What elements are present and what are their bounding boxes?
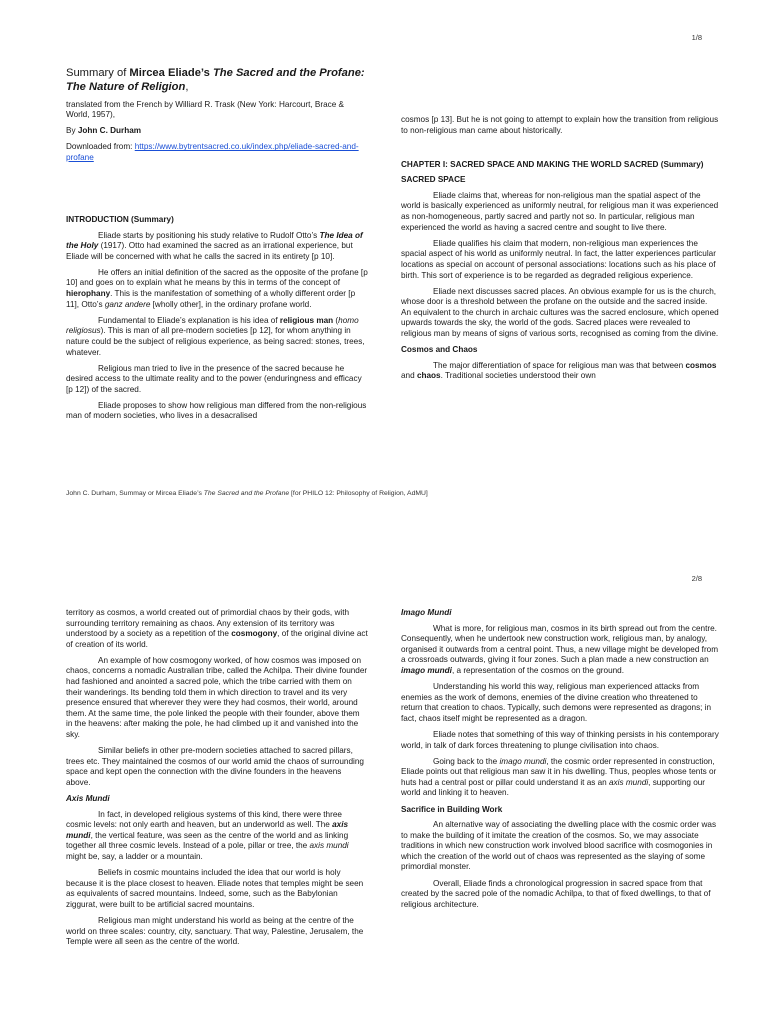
left-column [66, 66, 368, 428]
section-heading-sacrifice: Sacrifice in Building Work [401, 804, 503, 814]
right-column [401, 115, 719, 387]
section-heading-sacred-space: SACRED SPACE [401, 175, 466, 185]
paragraph: Eliade proposes to show how religious man differed from the non-religious man of modern societies, who lives in a desacralised [66, 400, 367, 421]
paragraph: Going back to the imago mundi, the cosmic order represented in construction, Eliade points out that religious man saw it in his dwelling. Thus, peoples whose tents or huts had a central post or pillar could understand it as an axis mundi, supporting our world and linking it to heaven. [401, 756, 717, 798]
title-work: The Sacred and the Profane: The Nature of Religion [66, 67, 365, 93]
page-number: 2/8 [691, 574, 702, 583]
title-suffix: , [185, 81, 189, 93]
section-heading-axis-mundi: Axis Mundi [66, 794, 110, 803]
page-footer: John C. Durham, Summay or Mircea Eliade’s The Sacred and the Profane [for PHILO 12: Philosophy of Religion, AdMU] [66, 490, 428, 497]
chapter-heading: CHAPTER I: SACRED SPACE AND MAKING THE WORLD SACRED (Summary) [401, 159, 704, 169]
document-title [66, 66, 368, 94]
paragraph: Eliade starts by positioning his study relative to Rudolf Otto’s The Idea of the Holy (1917). Otto had examined the sacred as an irrational experience, but Eliade will be concerned with what he calls the sacred in its entirety [p 10]. [66, 230, 363, 261]
section-heading-cosmos-chaos: Cosmos and Chaos [401, 345, 478, 355]
paragraph: An alternative way of associating the dwelling place with the cosmic order was to make the building of it imitate the creation of the cosmos. So, we may associate traditions in which new construction work involved blood sacrifice with cosmogonies in which the creation of the world out of chaos was represented as the slaying of some primordial monster. [401, 820, 717, 872]
document-page-2 [0, 560, 768, 1024]
byline [66, 126, 368, 137]
download-source [66, 142, 368, 163]
paragraph: In fact, in developed religious systems of this kind, there were three cosmic levels: not only earth and heaven, but an underworld as well. The axis mundi, the vertical feature, was seen as the centre of the world and as linking together all three cosmic levels. Instead of a pole, pillar or tree, the axis mundi might be, say, a ladder or a mountain. [66, 809, 349, 861]
paragraph: Eliade claims that, whereas for non-religious man the spatial aspect of the world is basically experienced as uniformly neutral, for religious man it was experienced as non-homogeneous, partly sacred and partly not so. In particular, religious man experienced the world as having a sacred centre and sought to live there. [401, 190, 719, 232]
page-number: 1/8 [691, 33, 702, 42]
paragraph: Understanding his world this way, religious man experienced attacks from enemies as the work of demons, enemies of the divine creation who threatened to return that creation to chaos. Typically, such demons were represented as dragons; in fact, chaos itself might be represented as a dragon. [401, 682, 712, 723]
paragraph: Overall, Eliade finds a chronological progression in sacred space from that created by the sacred pole of the nomadic Achilpa, to that of fixed dwellings, to that of religious architecture. [401, 878, 711, 909]
paragraph: territory as cosmos, a world created out of primordial chaos by their gods, with surrounding territory remaining as chaos. Any extension of its territory was understood by a society as a repetition of the cosmogony, of the original divine act of creation of its world. [66, 608, 368, 649]
paragraph: cosmos [p 13]. But he is not going to attempt to explain how the transition from religious to non-religious man came about historically. [401, 115, 719, 135]
source-link[interactable]: https://www.bytrentsacred.co.uk/index.php/eliade-sacred-and-profane [66, 142, 359, 162]
author-name: John C. Durham [77, 126, 142, 136]
paragraph: Religious man tried to live in the presence of the sacred because he desired access to the ultimate reality and to the power (enduringness and efficacy [p 12]) of the sacred. [66, 363, 362, 394]
paragraph: Religious man might understand his world as being at the centre of the world on three scales: country, city, sanctuary. That way, Palestine, Jerusalem, the Temple were all seen as the centre of the world. [66, 915, 364, 947]
paragraph: He offers an initial definition of the sacred as the opposite of the profane [p 10] and goes on to explain what he means by this in terms of the concept of hierophany. This is the manifestation of something of a wholly different order [p 11], Otto’s ganz andere [wholly other], in the ordinary profane world. [66, 267, 368, 309]
paragraph: Fundamental to Eliade’s explanation is his idea of religious man (homo religiosus). This is man of all pre-modern societies [p 12], for whom anything in nature could be the subject of religious experience, as being sacred: stones, trees, whatever. [66, 315, 365, 357]
section-heading-introduction: INTRODUCTION (Summary) [66, 214, 174, 224]
title-author: Mircea Eliade’s [129, 67, 213, 79]
download-label: Downloaded from: [66, 142, 135, 152]
title-prefix: Summary of [66, 67, 130, 79]
translation-note: translated from the French by Williard R. Trask (New York: Harcourt, Brace & World, 1957), [66, 99, 345, 120]
paragraph: Eliade qualifies his claim that modern, non-religious man experiences the spacial aspect of his world as uniformly neutral. In fact, the latter experiences particular locations as special on account of personal associations: locations such as his place of birth. This sort of experience is to be regarded as degraded religious experience. [401, 238, 716, 280]
byline-prefix: By [66, 126, 78, 136]
paragraph: An example of how cosmogony worked, of how cosmos was imposed on chaos, concerns a nomadic Australian tribe, called the Achilpa. Their divine founder had fashioned and anointed a sacred pole, which the tribe carried with them on their wanderings. Its bending told them in which direction to travel and its very presence ensured that wherever they were they had cosmos, their world, around them. At the same time, the pole linked the people with their founder, above them in the heavens: after making the pole, he had climbed up it and vanished into the sky. [66, 655, 368, 740]
right-column [401, 608, 719, 916]
paragraph: Beliefs in cosmic mountains included the idea that our world is holy because it is the place closest to heaven. Eliade notes that temples might be seen as equivalents of sacred mountains. Indeed, some, such as the Babylonian ziggurat, were built to be artificial sacred mountains. [66, 868, 364, 909]
paragraph: Eliade next discusses sacred places. An obvious example for us is the church, whose door is a threshold between the profane on the outside and the sacred inside. An equivalent to the church in archaic cultures was the sacred enclosure, which opened upwards towards the sky, the world of the gods. Sacred places were revealed to religious man by means of signs of various sorts, recognised as coming from the divine. [401, 286, 719, 338]
paragraph: The major differentiation of space for religious man was that between cosmos and chaos. Traditional societies understood their own [401, 360, 717, 381]
left-column [66, 608, 368, 953]
paragraph: What is more, for religious man, cosmos in its birth spread out from the centre. Consequently, when he undertook new construction work, religious man, by analogy, organised it outwards from a central point. Thus, a new village might be developed from a crossroads outwards, giving it four zones. Such a plan made a new construction an imago mundi, a representation of the cosmos on the ground. [401, 623, 719, 675]
paragraph: Similar beliefs in other pre-modern societies attached to sacred pillars, trees etc. They maintained the cosmos of our world amid the chaos of surrounding space and kept open the connection with the divine founders in the heavens above. [66, 746, 364, 787]
section-heading-imago-mundi: Imago Mundi [401, 608, 452, 617]
paragraph: Eliade notes that something of this way of thinking persists in his contemporary world, in talk of dark forces threatening to plunge civilisation into chaos. [401, 729, 719, 750]
